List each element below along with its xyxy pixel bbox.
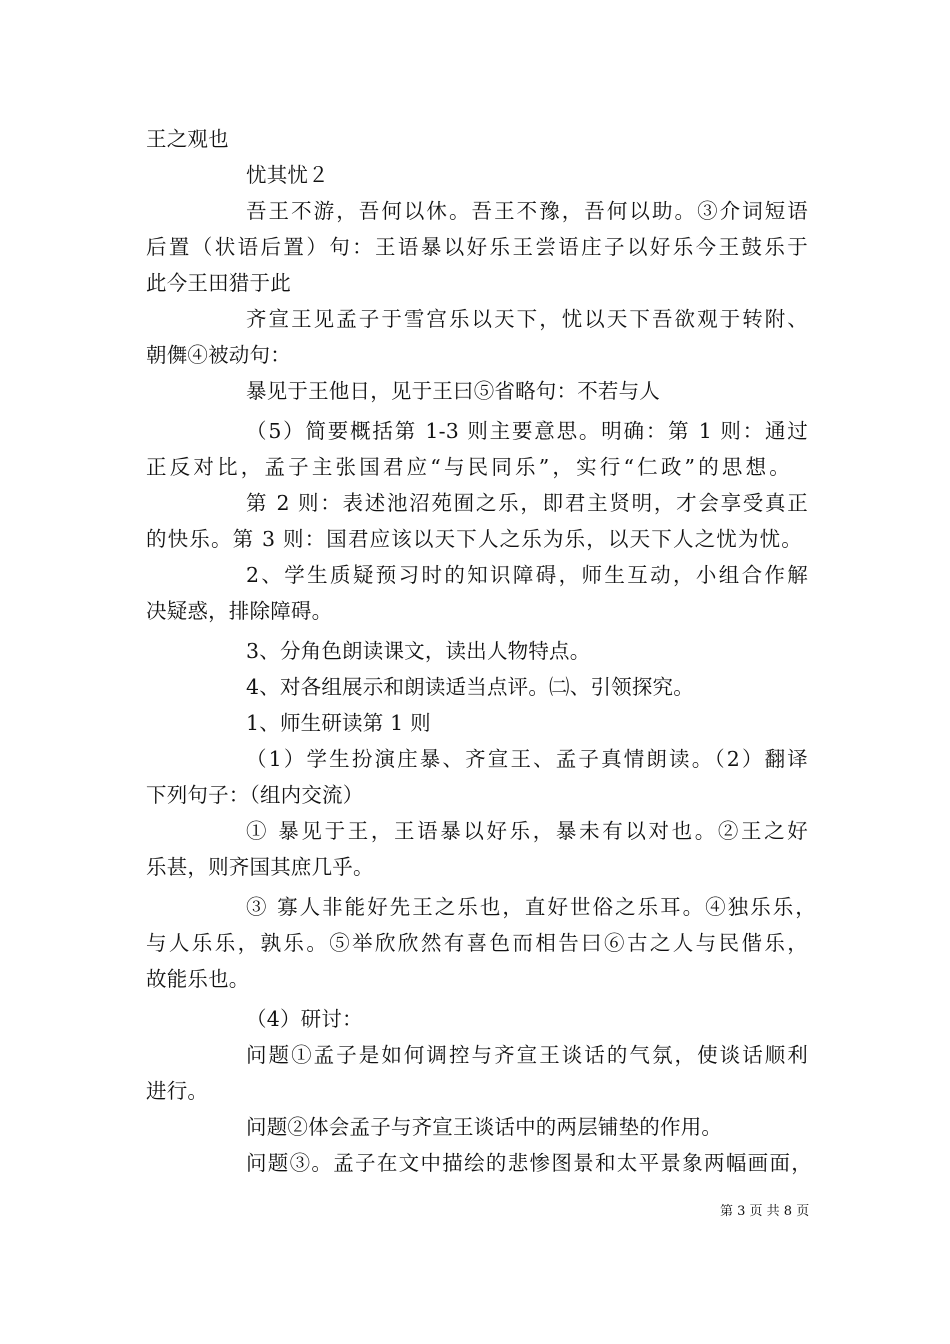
text-line: 后置（状语后置）句：王语暴以好乐王尝语庄子以好乐今王鼓乐于 [146,235,808,259]
text-line: 1、师生研读第 1 则 [246,711,431,735]
text-line: 问题③。孟子在文中描绘的悲惨图景和太平景象两幅画面， [246,1151,812,1175]
text-line: 第 2 则：表述池沼苑囿之乐，即君主贤明，才会享受真正 [246,491,808,515]
text-line: 齐宣王见孟子于雪宫乐以天下，忧以天下吾欲观于转附、 [246,307,808,331]
page-footer: 第 3 页 共 8 页 [720,1204,810,1219]
text-line: 吾王不游，吾何以休。吾王不豫，吾何以助。③介词短语 [246,199,808,223]
text-line: （5）简要概括第 1-3 则主要意思。明确：第 1 则：通过 [246,419,808,443]
text-line: ③ 寡人非能好先王之乐也，直好世俗之乐耳。④独乐乐， [246,895,816,919]
text-line: 问题②体会孟子与齐宣王谈话中的两层铺垫的作用。 [246,1115,723,1139]
text-line: 4、对各组展示和朗读适当点评。㈡、引领探究。 [246,675,694,699]
text-line: 与人乐乐，孰乐。⑤举欣欣然有喜色而相告曰⑥古之人与民偕乐， [146,931,808,955]
text-line: 问题①孟子是如何调控与齐宣王谈话的气氛，使谈话顺利 [246,1043,808,1067]
text-line: （4）研讨： [246,1007,363,1031]
text-line: 下列句子：（组内交流） [146,783,364,807]
text-line: （1）学生扮演庄暴、齐宣王、孟子真情朗读。（2）翻译 [246,747,808,771]
text-line: 暴见于王他日，见于王曰⑤省略句：不若与人 [246,379,660,403]
text-line: 朝儛④被动句： [146,343,291,367]
text-line: 忧其忧２ [246,163,329,187]
text-line: ① 暴见于王，王语暴以好乐，暴未有以对也。②王之好 [246,819,808,843]
text-line: 正反对比，孟子主张国君应“与民同乐”，实行“仁政”的思想。 [146,455,790,479]
text-line: 3、分角色朗读课文，读出人物特点。 [246,639,591,663]
text-line: 王之观也 [146,127,229,151]
text-line: 乐甚，则齐国其庶几乎。 [146,855,374,879]
text-line: 的快乐。第 3 则：国君应该以天下人之乐为乐，以天下人之忧为忧。 [146,527,802,551]
text-line: 此今王田猎于此 [146,271,291,295]
text-line: 进行。 [146,1079,209,1103]
text-line: 2、学生质疑预习时的知识障碍，师生互动，小组合作解 [246,563,808,587]
text-line: 故能乐也。 [146,967,250,991]
text-line: 决疑惑，排除障碍。 [146,599,333,623]
